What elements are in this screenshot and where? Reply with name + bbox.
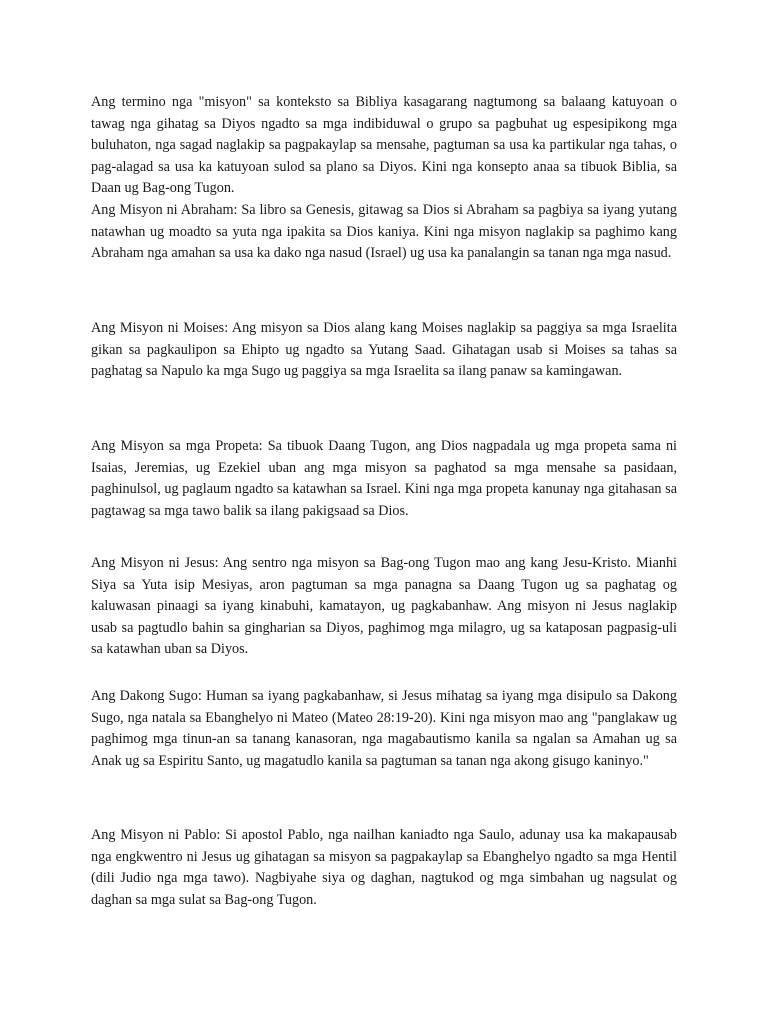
paragraph-dakong-sugo: Ang Dakong Sugo: Human sa iyang pagkabanhaw, si Jesus mihatag sa iyang mga disipulo sa Dakong Sugo, nga natala sa Ebanghelyo ni Mateo (Mateo 28:19-20). Kini nga misyon mao ang "panglakaw ug paghimog mga tinun-an sa tanang kanasoran, nga magabautismo kanila sa ngalan sa Amahan ug sa Anak ug sa Espiritu Santo, ug magatudlo kanila sa pagtuman sa tanan nga akong gisugo kaninyo." — [91, 688, 677, 769]
paragraph-jesus: Ang Misyon ni Jesus: Ang sentro nga misyon sa Bag-ong Tugon mao ang kang Jesu-Kristo. Mianhi Siya sa Yuta isip Mesiyas, aron pagtuman sa mga panagna sa Daang Tugon ug sa paghatag og kaluwasan pinaagi sa iyang kinabuhi, kamatayon, ug pagkabanhaw. Ang misyon ni Jesus naglakip usab sa pagtudlo bahin sa gingharian sa Diyos, paghimog mga milagro, ug sa kataposan pagpasig-uli sa katawhan uban sa Diyos. — [91, 555, 677, 658]
paragraph-abraham: Ang Misyon ni Abraham: Sa libro sa Genesis, gitawag sa Dios si Abraham sa pagbiya sa iyang yutang natawhan ug moadto sa yuta nga ipakita sa Dios kaniya. Kini nga misyon naglakip sa paghimo kang Abraham nga amahan sa usa ka dako nga nasud (Israel) ug usa ka panalangin sa tanan nga mga nasud. — [91, 202, 677, 262]
paragraph-propeta: Ang Misyon sa mga Propeta: Sa tibuok Daang Tugon, ang Dios nagpadala ug mga propeta sama ni Isaias, Jeremias, ug Ezekiel uban ang mga misyon sa paghatod sa mga mensahe sa pasidaan, paghinulsol, ug paglaum ngadto sa katawhan sa Israel. Kini nga mga propeta kanunay nga gitahasan sa pagtawag sa mga tawo balik sa ilang pakigsaad sa Dios. — [91, 438, 677, 519]
paragraph-moises: Ang Misyon ni Moises: Ang misyon sa Dios alang kang Moises naglakip sa paggiya sa mga Israelita gikan sa pagkaulipon sa Ehipto ug ngadto sa Yutang Saad. Gihatagan usab si Moises sa tahas sa paghatag sa Napulo ka mga Sugo ug paggiya sa mga Israelita sa ilang panaw sa kamingawan. — [91, 320, 677, 380]
paragraph-pablo: Ang Misyon ni Pablo: Si apostol Pablo, nga nailhan kaniadto nga Saulo, adunay usa ka makapausab nga engkwentro ni Jesus ug gihatagan sa misyon sa pagpakaylap sa Ebanghelyo ngadto sa mga Hentil (dili Judio nga mga tawo). Nagbiyahe siya og daghan, nagtukod og mga simbahan ug nagsulat og daghan sa mga sulat sa Bag-ong Tugon. — [91, 827, 677, 908]
paragraph-intro: Ang termino nga "misyon" sa konteksto sa Bibliya kasagarang nagtumong sa balaang katuyoan o tawag nga gihatag sa Diyos ngadto sa mga indibiduwal o grupo sa pagbuhat ug espesipikong mga buluhaton, nga sagad naglakip sa pagpakaylap sa mensahe, pagtuman sa usa ka partikular nga tahas, o pag-alagad sa usa ka katuyoan sulod sa plano sa Diyos. Kini nga konsepto anaa sa tibuok Biblia, sa Daan ug Bag-ong Tugon. — [91, 94, 677, 197]
